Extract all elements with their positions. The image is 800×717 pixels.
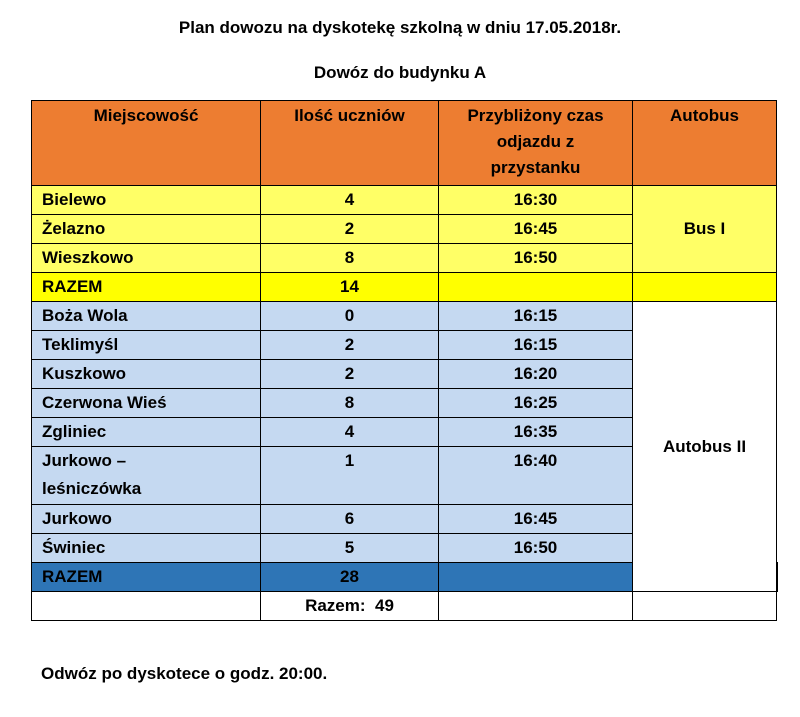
bus-cell: Autobus II	[633, 302, 777, 592]
group1-total-row	[32, 273, 778, 302]
time-cell: 16:35	[439, 418, 633, 447]
table-header-row	[32, 101, 778, 186]
time-cell: 16:15	[439, 331, 633, 360]
time-cell: 16:50	[439, 534, 633, 563]
count-cell: 2	[261, 331, 439, 360]
time-cell: 16:40	[439, 447, 633, 505]
place-cell: Zgliniec	[32, 418, 261, 447]
place-cell: Jurkowo	[32, 505, 261, 534]
header-bus: Autobus	[633, 101, 777, 186]
count-cell: 1	[261, 447, 439, 505]
place-cell: Czerwona Wieś	[32, 389, 261, 418]
place-cell: Świniec	[32, 534, 261, 563]
grand-total-row	[32, 592, 778, 621]
count-cell: 6	[261, 505, 439, 534]
place-cell: Boża Wola	[32, 302, 261, 331]
time-cell: 16:25	[439, 389, 633, 418]
header-place: Miejscowość	[32, 101, 261, 186]
place-cell: Jurkowo – leśniczówka	[32, 447, 261, 505]
page-subtitle: Dowóz do budynku A	[313, 63, 487, 82]
place-cell: Kuszkowo	[32, 360, 261, 389]
time-cell: 16:15	[439, 302, 633, 331]
header-count: Ilość uczniów	[261, 101, 439, 186]
count-cell: 4	[261, 186, 439, 215]
empty-cell	[32, 592, 261, 621]
bus-cell: Bus I	[633, 186, 777, 273]
time-cell: 16:20	[439, 360, 633, 389]
total-label: RAZEM	[32, 273, 261, 302]
time-cell: 16:45	[439, 505, 633, 534]
header-time: Przybliżony czas odjazdu z przystanku	[439, 101, 633, 186]
place-cell: Teklimyśl	[32, 331, 261, 360]
total-count: 28	[261, 563, 439, 592]
total-count: 14	[261, 273, 439, 302]
count-cell: 8	[261, 244, 439, 273]
place-cell: Żelazno	[32, 215, 261, 244]
schedule-table	[31, 100, 778, 621]
time-cell: 16:45	[439, 215, 633, 244]
time-cell: 16:30	[439, 186, 633, 215]
count-cell: 2	[261, 215, 439, 244]
page-title: Plan dowozu na dyskotekę szkolną w dniu 17.05.2018r.	[178, 18, 622, 37]
time-cell: 16:50	[439, 244, 633, 273]
empty-cell	[439, 563, 633, 592]
empty-cell	[633, 592, 777, 621]
table-row	[32, 186, 778, 215]
table-row	[32, 302, 778, 331]
place-cell: Bielewo	[32, 186, 261, 215]
count-cell: 4	[261, 418, 439, 447]
empty-cell	[633, 273, 777, 302]
count-cell: 5	[261, 534, 439, 563]
count-cell: 0	[261, 302, 439, 331]
total-label: RAZEM	[32, 563, 261, 592]
count-cell: 8	[261, 389, 439, 418]
empty-cell	[777, 563, 778, 592]
empty-cell	[439, 273, 633, 302]
grand-total: Razem: 49	[261, 592, 439, 621]
footer-note: Odwóz po dyskotece o godz. 20:00.	[41, 664, 328, 683]
empty-cell	[439, 592, 633, 621]
place-cell: Wieszkowo	[32, 244, 261, 273]
count-cell: 2	[261, 360, 439, 389]
